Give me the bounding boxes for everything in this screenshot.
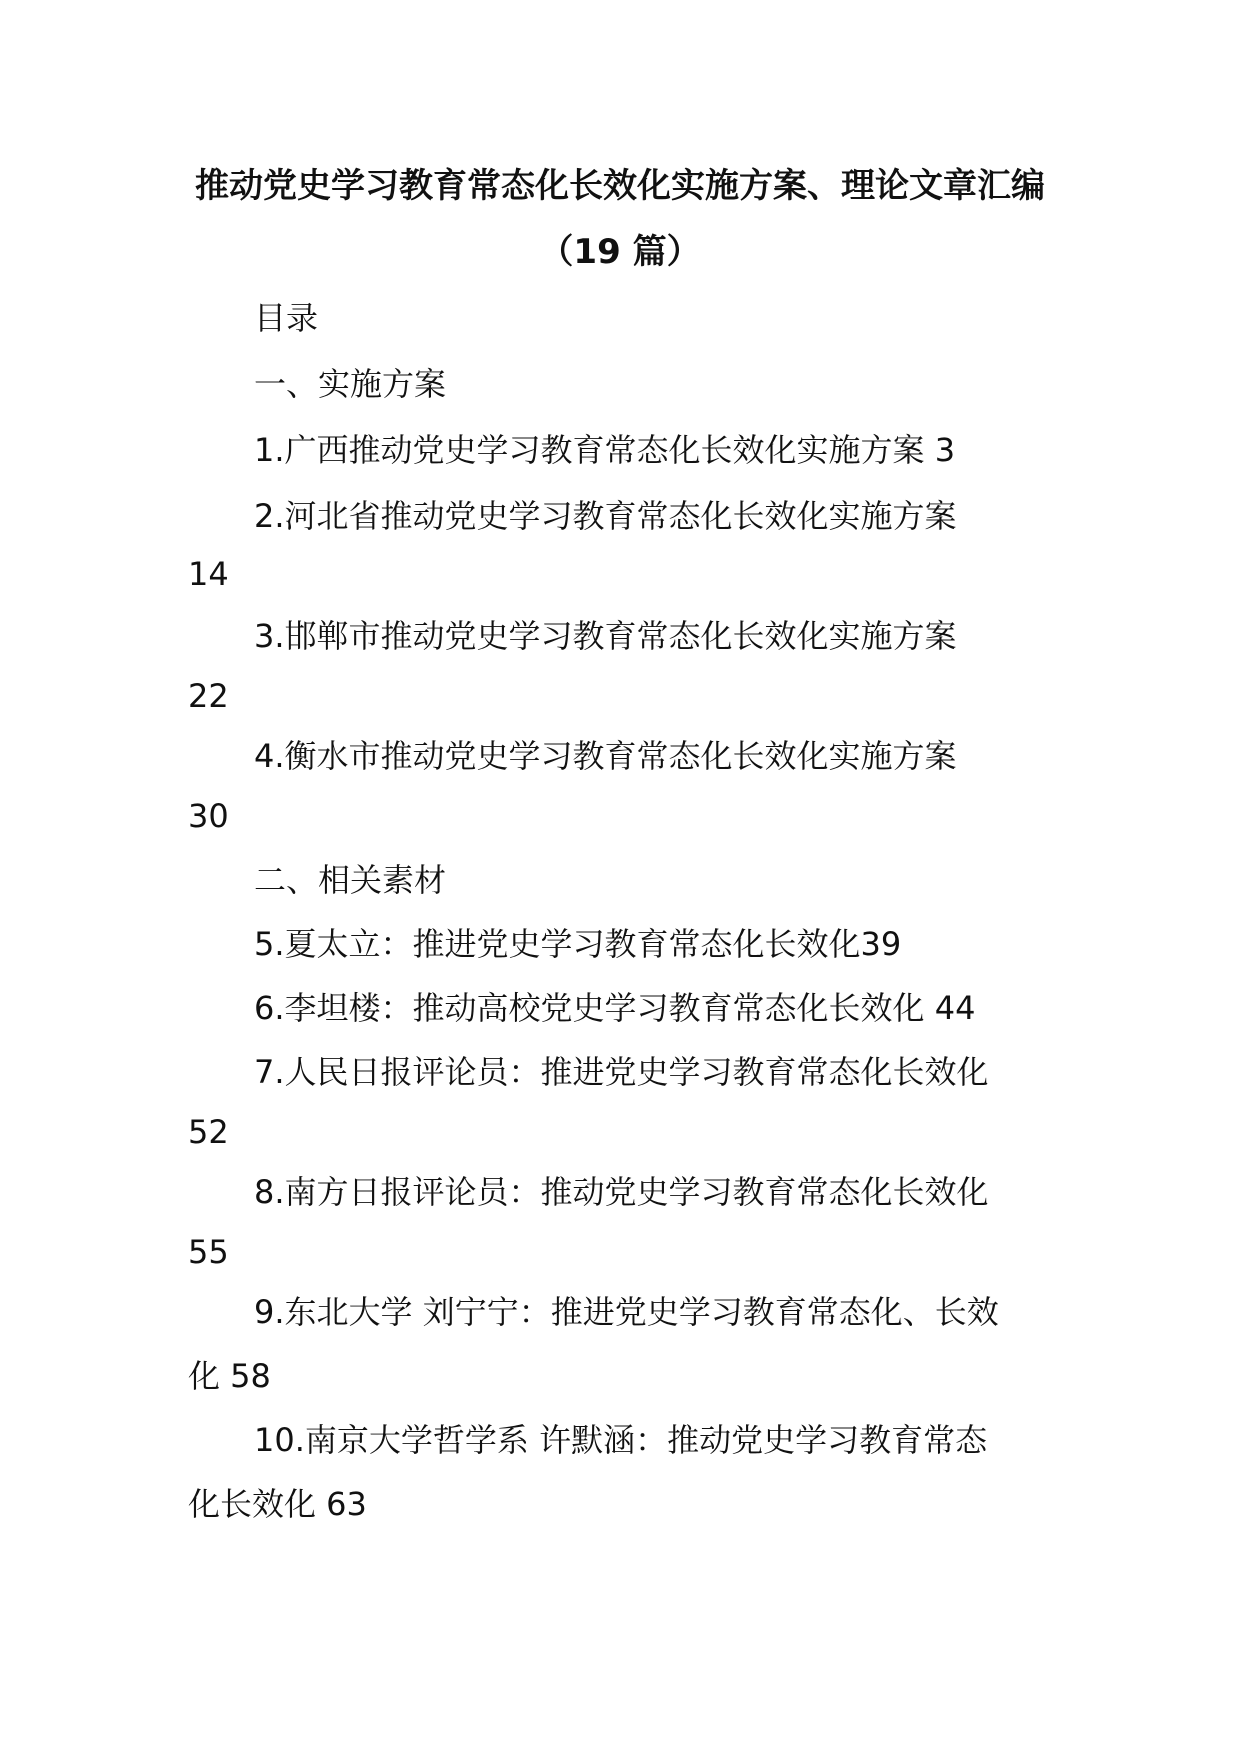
toc-item: 2.河北省推动党史学习教育常态化长效化实施方案 (254, 497, 957, 535)
toc-item-page: 55 (188, 1233, 229, 1271)
toc-item-page: 30 (188, 797, 229, 835)
toc-item: 1.广西推动党史学习教育常态化长效化实施方案 3 (254, 431, 956, 469)
toc-item: 4.衡水市推动党史学习教育常态化长效化实施方案 (254, 737, 957, 775)
section-heading: 二、相关素材 (254, 861, 447, 899)
toc-item-page: 14 (188, 555, 229, 593)
toc-item: 10.南京大学哲学系 许默涵：推动党史学习教育常态 (254, 1421, 988, 1459)
section-heading: 一、实施方案 (254, 365, 447, 403)
toc-item: 5.夏太立：推进党史学习教育常态化长效化39 (254, 925, 902, 963)
toc-item: 3.邯郸市推动党史学习教育常态化长效化实施方案 (254, 617, 957, 655)
toc-item: 7.人民日报评论员：推进党史学习教育常态化长效化 (254, 1053, 989, 1091)
document-title-count: （19 篇） (539, 232, 701, 272)
toc-item: 6.李坦楼：推动高校党史学习教育常态化长效化 44 (254, 989, 976, 1027)
toc-heading: 目录 (254, 299, 319, 337)
toc-item-page: 化 58 (188, 1357, 271, 1395)
toc-item-page: 22 (188, 677, 229, 715)
toc-item-page: 化长效化 63 (188, 1485, 367, 1523)
toc-item-page: 52 (188, 1113, 229, 1151)
document-title: 推动党史学习教育常态化长效化实施方案、理论文章汇编 (195, 166, 1045, 206)
toc-item: 9.东北大学 刘宁宁：推进党史学习教育常态化、长效 (254, 1293, 999, 1331)
toc-item: 8.南方日报评论员：推动党史学习教育常态化长效化 (254, 1173, 989, 1211)
